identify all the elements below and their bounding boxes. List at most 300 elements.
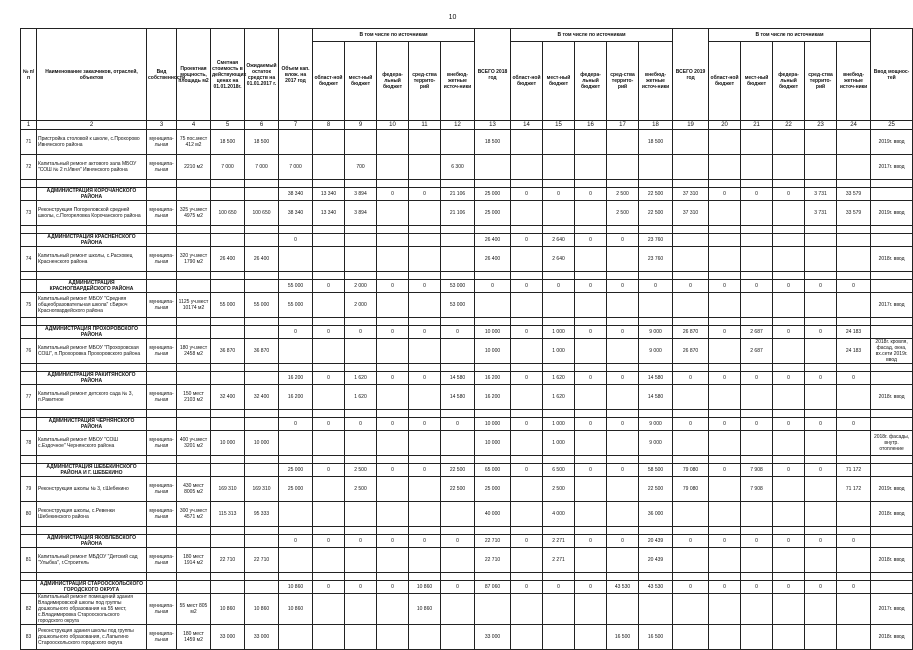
table-cell: 33 000 [245, 625, 279, 650]
section-title: АДМИНИСТРАЦИЯ ПРОХОРОВСКОГО РАЙОНА [37, 326, 147, 339]
spacer-cell [511, 573, 543, 581]
spacer-cell [279, 456, 313, 464]
spacer-cell [345, 410, 377, 418]
table-cell: 0 [709, 464, 741, 477]
column-number: 5 [211, 121, 245, 130]
table-cell [245, 326, 279, 339]
table-cell [575, 339, 607, 364]
spacer-cell [37, 573, 147, 581]
table-cell [377, 431, 409, 456]
spacer-cell [511, 226, 543, 234]
table-cell: 65 000 [475, 464, 511, 477]
spacer-cell [805, 410, 837, 418]
table-cell: 76 [21, 339, 37, 364]
table-cell: 115 313 [211, 502, 245, 527]
table-cell: 0 [741, 372, 773, 385]
table-cell: 0 [639, 280, 673, 293]
spacer-cell [21, 272, 37, 280]
table-cell: 0 [607, 464, 639, 477]
table-cell [409, 234, 441, 247]
table-cell: 78 [21, 431, 37, 456]
table-cell: 3 731 [805, 188, 837, 201]
table-cell [741, 594, 773, 625]
table-cell: 0 [741, 280, 773, 293]
table-cell: 0 [607, 418, 639, 431]
table-cell: 2017г. ввод [871, 594, 913, 625]
spacer-cell [279, 410, 313, 418]
spacer-cell [177, 364, 211, 372]
table-cell [245, 188, 279, 201]
spacer-cell [639, 226, 673, 234]
table-cell: 0 [773, 464, 805, 477]
spacer-cell [211, 573, 245, 581]
spacer-cell [773, 318, 805, 326]
column-number: 23 [805, 121, 837, 130]
column-number: 7 [279, 121, 313, 130]
table-cell: 79 080 [673, 464, 709, 477]
spacer-cell [475, 573, 511, 581]
section-row [21, 188, 913, 201]
spacer-cell [377, 318, 409, 326]
column-number: 15 [543, 121, 575, 130]
table-cell: 2 687 [741, 326, 773, 339]
spacer-cell [211, 456, 245, 464]
header-offbudget-2018: внебюд-жетные источ-ники [639, 42, 673, 121]
table-cell: 0 [773, 418, 805, 431]
table-cell [575, 477, 607, 502]
table-cell [805, 385, 837, 410]
table-cell: 0 [511, 188, 543, 201]
object-name: Капитальный ремонт МБДОУ "Детский сад "Улыбка", г.Строитель [37, 548, 147, 573]
table-cell [177, 535, 211, 548]
table-cell: 0 [607, 326, 639, 339]
table-cell [543, 594, 575, 625]
table-cell: 33 000 [475, 625, 511, 650]
column-number: 9 [345, 121, 377, 130]
table-cell: 2018г. ввод [871, 385, 913, 410]
spacer-cell [837, 272, 871, 280]
table-cell [313, 502, 345, 527]
table-cell [837, 625, 871, 650]
table-cell: 0 [511, 535, 543, 548]
table-cell [575, 201, 607, 226]
table-cell [409, 130, 441, 155]
table-cell: 3 731 [805, 201, 837, 226]
table-cell [837, 155, 871, 180]
table-cell [607, 247, 639, 272]
header-sources-2019: В том числе по источникам [709, 29, 871, 42]
spacer-cell [805, 180, 837, 188]
spacer-cell [575, 410, 607, 418]
table-cell [805, 431, 837, 456]
page-number: 10 [448, 14, 457, 21]
table-cell [511, 339, 543, 364]
table-cell [345, 502, 377, 527]
spacer-cell [441, 364, 475, 372]
spacer-cell [575, 180, 607, 188]
table-cell: 13 340 [313, 201, 345, 226]
table-cell: 180 мест 1459 м2 [177, 625, 211, 650]
table-cell: 0 [441, 535, 475, 548]
table-cell: 74 [21, 247, 37, 272]
table-cell: 55 000 [279, 280, 313, 293]
column-number: 18 [639, 121, 673, 130]
spacer-cell [37, 456, 147, 464]
table-cell [345, 247, 377, 272]
object-name: Капитальный ремонт детского сада № 3, п.Ракитное [37, 385, 147, 410]
header-sources-2018: В том числе по источникам [511, 29, 673, 42]
spacer-cell [475, 180, 511, 188]
spacer-cell [639, 573, 673, 581]
column-number: 25 [871, 121, 913, 130]
table-cell [313, 293, 345, 318]
header-territory-2018: сред-ства террито-рий [607, 42, 639, 121]
table-cell [345, 548, 377, 573]
table-cell: 0 [511, 418, 543, 431]
table-cell: 0 [441, 418, 475, 431]
table-cell: 0 [313, 280, 345, 293]
spacer-cell [377, 364, 409, 372]
table-cell: 25 000 [279, 477, 313, 502]
table-cell [377, 155, 409, 180]
table-cell [441, 339, 475, 364]
table-cell: 1125 уч.мест 10174 м2 [177, 293, 211, 318]
column-number-row [21, 121, 913, 130]
table-cell [575, 431, 607, 456]
table-cell: 0 [575, 581, 607, 594]
column-number: 19 [673, 121, 709, 130]
table-cell: 22 500 [639, 477, 673, 502]
table-cell: 22 500 [441, 464, 475, 477]
header-federal-2019: федера-льный бюджет [773, 42, 805, 121]
header-ownership: Вид собственности [147, 29, 177, 121]
table-cell [673, 502, 709, 527]
table-cell: 0 [805, 372, 837, 385]
table-cell [805, 548, 837, 573]
table-cell [147, 326, 177, 339]
table-cell: 320 уч.мест 1790 м2 [177, 247, 211, 272]
table-cell: 9 000 [639, 326, 673, 339]
table-cell [409, 201, 441, 226]
table-cell: 13 340 [313, 188, 345, 201]
spacer-row [21, 180, 913, 188]
table-cell: 1 000 [543, 339, 575, 364]
table-cell [211, 418, 245, 431]
spacer-row [21, 226, 913, 234]
spacer-cell [543, 272, 575, 280]
object-row [21, 339, 913, 364]
table-cell: 22 710 [211, 548, 245, 573]
spacer-cell [543, 180, 575, 188]
table-cell: 23 760 [639, 247, 673, 272]
table-cell: 0 [377, 581, 409, 594]
column-number: 1 [21, 121, 37, 130]
investment-table [20, 28, 913, 650]
table-cell [279, 548, 313, 573]
spacer-cell [245, 573, 279, 581]
spacer-cell [475, 226, 511, 234]
table-cell: 22 500 [639, 201, 673, 226]
spacer-cell [575, 272, 607, 280]
table-cell [345, 339, 377, 364]
table-cell: 7 908 [741, 464, 773, 477]
table-cell [673, 431, 709, 456]
table-cell [511, 201, 543, 226]
spacer-cell [21, 410, 37, 418]
spacer-cell [639, 527, 673, 535]
spacer-cell [245, 364, 279, 372]
table-cell: 0 [409, 326, 441, 339]
table-cell: 14 580 [441, 372, 475, 385]
table-cell [543, 130, 575, 155]
table-cell [313, 247, 345, 272]
table-cell: 55 000 [211, 293, 245, 318]
spacer-cell [313, 573, 345, 581]
table-cell: 77 [21, 385, 37, 410]
table-cell: 22 710 [245, 548, 279, 573]
table-cell [543, 155, 575, 180]
table-cell [773, 155, 805, 180]
table-cell [709, 477, 741, 502]
table-cell: 79 [21, 477, 37, 502]
object-name: Реконструкция здания школы под группы дошкольного образования, с.Лапыгино Старооскольского городского округа [37, 625, 147, 650]
table-cell: 10 000 [245, 431, 279, 456]
spacer-cell [177, 527, 211, 535]
spacer-cell [543, 318, 575, 326]
table-cell: 53 000 [441, 293, 475, 318]
object-name: Капитальный ремонт помещений здания Владимировской школы под группы дошкольного образования на 55 мест, с.Владимировка Старооскольского городского округа [37, 594, 147, 625]
table-cell [575, 548, 607, 573]
table-cell [673, 130, 709, 155]
table-cell: муниципа-льная [147, 247, 177, 272]
table-cell: 0 [345, 581, 377, 594]
spacer-cell [607, 226, 639, 234]
table-cell [147, 188, 177, 201]
spacer-cell [741, 364, 773, 372]
spacer-cell [773, 573, 805, 581]
spacer-cell [147, 410, 177, 418]
table-cell: 16 200 [279, 385, 313, 410]
table-cell [177, 581, 211, 594]
table-cell [245, 535, 279, 548]
table-cell: 25 000 [475, 477, 511, 502]
spacer-cell [543, 573, 575, 581]
table-cell: 16 200 [475, 385, 511, 410]
spacer-cell [313, 364, 345, 372]
spacer-cell [639, 180, 673, 188]
table-cell [837, 385, 871, 410]
table-cell: 0 [837, 280, 871, 293]
table-cell: 20 439 [639, 535, 673, 548]
table-cell: 0 [543, 280, 575, 293]
section-row [21, 280, 913, 293]
table-cell [377, 502, 409, 527]
spacer-cell [345, 456, 377, 464]
spacer-cell [773, 456, 805, 464]
spacer-cell [345, 180, 377, 188]
spacer-cell [345, 364, 377, 372]
table-cell [741, 201, 773, 226]
table-cell [709, 625, 741, 650]
table-cell [773, 594, 805, 625]
table-cell [741, 502, 773, 527]
object-row [21, 477, 913, 502]
spacer-cell [871, 410, 913, 418]
table-cell: 0 [511, 464, 543, 477]
header-no: № п/п [21, 29, 37, 121]
table-cell: 0 [773, 372, 805, 385]
table-cell: 58 500 [639, 464, 673, 477]
spacer-cell [313, 272, 345, 280]
spacer-cell [313, 180, 345, 188]
table-cell: 0 [741, 418, 773, 431]
column-number: 13 [475, 121, 511, 130]
table-cell: 150 мест 2103 м2 [177, 385, 211, 410]
table-cell: 82 [21, 594, 37, 625]
table-cell [805, 625, 837, 650]
table-cell: 300 уч.мест 4571 м2 [177, 502, 211, 527]
spacer-cell [575, 456, 607, 464]
table-cell: 100 650 [245, 201, 279, 226]
table-cell [279, 247, 313, 272]
spacer-cell [475, 410, 511, 418]
table-cell: 0 [279, 418, 313, 431]
table-cell: 26 870 [673, 339, 709, 364]
table-cell: 2 500 [345, 477, 377, 502]
table-cell [279, 130, 313, 155]
spacer-cell [177, 318, 211, 326]
table-cell [147, 581, 177, 594]
spacer-cell [673, 318, 709, 326]
table-cell [543, 201, 575, 226]
object-row [21, 385, 913, 410]
table-cell: 16 500 [639, 625, 673, 650]
spacer-cell [741, 272, 773, 280]
spacer-cell [741, 226, 773, 234]
table-cell: 0 [805, 326, 837, 339]
spacer-cell [211, 180, 245, 188]
table-cell: 0 [313, 535, 345, 548]
table-cell: 0 [377, 188, 409, 201]
spacer-cell [37, 364, 147, 372]
spacer-cell [377, 456, 409, 464]
table-cell: 2018г. ввод [871, 625, 913, 650]
table-cell [805, 130, 837, 155]
spacer-cell [211, 272, 245, 280]
table-cell: 0 [377, 372, 409, 385]
column-number: 17 [607, 121, 639, 130]
table-cell: 2018г. ввод [871, 247, 913, 272]
table-cell [773, 293, 805, 318]
table-cell: 18 500 [245, 130, 279, 155]
spacer-cell [741, 527, 773, 535]
table-cell [773, 502, 805, 527]
table-cell: 18 500 [475, 130, 511, 155]
spacer-cell [673, 226, 709, 234]
table-cell [475, 293, 511, 318]
column-number: 11 [409, 121, 441, 130]
table-cell: 0 [773, 535, 805, 548]
table-cell: 0 [709, 535, 741, 548]
table-cell: 0 [607, 535, 639, 548]
table-cell [441, 247, 475, 272]
table-cell: 2 500 [345, 464, 377, 477]
table-cell: 0 [575, 326, 607, 339]
table-cell [21, 464, 37, 477]
spacer-cell [441, 573, 475, 581]
column-number: 3 [147, 121, 177, 130]
table-cell: 0 [377, 280, 409, 293]
table-cell [773, 234, 805, 247]
table-cell: муниципа-льная [147, 385, 177, 410]
spacer-cell [313, 456, 345, 464]
header-offbudget-2017: внебюд-жетные источ-ники [441, 42, 475, 121]
table-cell: 0 [773, 326, 805, 339]
table-cell [409, 477, 441, 502]
table-cell: 43 530 [607, 581, 639, 594]
table-cell: 0 [279, 234, 313, 247]
table-cell [741, 548, 773, 573]
section-row [21, 372, 913, 385]
table-cell [211, 326, 245, 339]
spacer-cell [279, 318, 313, 326]
table-cell: 1 620 [345, 385, 377, 410]
table-cell: 14 580 [441, 385, 475, 410]
spacer-cell [441, 180, 475, 188]
table-cell [245, 464, 279, 477]
table-cell [313, 594, 345, 625]
table-cell: 3 894 [345, 201, 377, 226]
section-row [21, 535, 913, 548]
table-cell [377, 201, 409, 226]
table-cell [773, 201, 805, 226]
spacer-cell [245, 180, 279, 188]
table-cell [409, 293, 441, 318]
table-cell [805, 155, 837, 180]
table-cell [837, 247, 871, 272]
table-cell: 2019г. ввод [871, 130, 913, 155]
table-cell: 26 400 [475, 247, 511, 272]
table-cell: 1 620 [345, 372, 377, 385]
table-cell: 0 [313, 326, 345, 339]
table-cell [741, 293, 773, 318]
table-cell [377, 385, 409, 410]
table-cell [211, 188, 245, 201]
table-cell [773, 339, 805, 364]
table-cell: 2 271 [543, 548, 575, 573]
table-cell [607, 477, 639, 502]
table-cell: 2017г. ввод [871, 155, 913, 180]
spacer-cell [21, 527, 37, 535]
table-cell [511, 477, 543, 502]
table-cell [313, 385, 345, 410]
section-title: АДМИНИСТРАЦИЯ ЯКОВЛЕВСКОГО РАЙОНА [37, 535, 147, 548]
table-cell [313, 431, 345, 456]
table-cell [345, 594, 377, 625]
table-cell [377, 247, 409, 272]
table-cell: 0 [709, 372, 741, 385]
table-cell: 26 400 [475, 234, 511, 247]
spacer-cell [409, 410, 441, 418]
table-cell [709, 502, 741, 527]
table-cell [543, 625, 575, 650]
table-cell [741, 431, 773, 456]
table-cell [607, 594, 639, 625]
object-row [21, 548, 913, 573]
table-cell: 95 333 [245, 502, 279, 527]
header-volume-2017: Объем кап. влож. на 2017 год [279, 29, 313, 121]
spacer-row [21, 318, 913, 326]
